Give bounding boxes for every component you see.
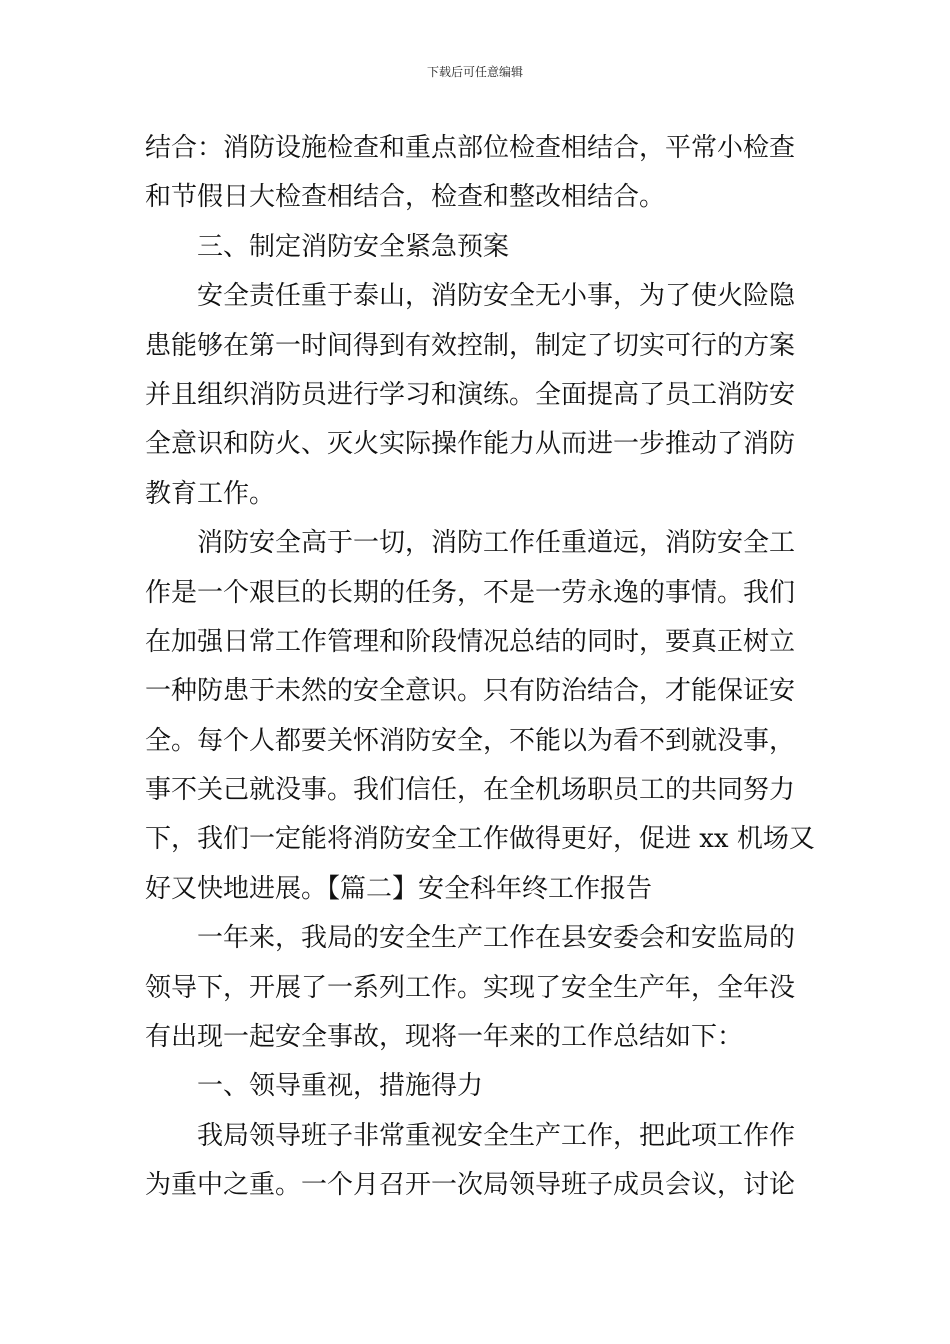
text-line: 全意识和防火、灭火实际操作能力从而进一步推动了消防 — [145, 429, 796, 460]
text-line: 和节假日大检查相结合，检查和整改相结合。 — [145, 182, 666, 213]
section-heading: 三、制定消防安全紧急预案 — [197, 231, 510, 262]
text-line: 好又快地进展。【篇二】安全科年终工作报告 — [145, 873, 653, 904]
text-line: 全。每个人都要关怀消防安全，不能以为看不到就没事， — [145, 725, 796, 756]
text-line: 教育工作。 — [145, 478, 276, 509]
text-line: 一年来，我局的安全生产工作在县安委会和安监局的 — [197, 923, 796, 954]
page-header: 下载后可任意编辑 — [426, 65, 523, 79]
text-line: 在加强日常工作管理和阶段情况总结的同时，要真正树立 — [145, 626, 796, 657]
text-line: 安全责任重于泰山，消防安全无小事，为了使火险隐 — [197, 281, 796, 312]
text-line: 有出现一起安全事故，现将一年来的工作总结如下： — [145, 1022, 744, 1053]
text-line: 患能够在第一时间得到有效控制，制定了切实可行的方案 — [145, 330, 796, 361]
text-line: 并且组织消防员进行学习和演练。全面提高了员工消防安 — [145, 379, 796, 410]
text-line: 我局领导班子非常重视安全生产工作，把此项工作作 — [197, 1120, 796, 1151]
text-line: 事不关己就没事。我们信任，在全机场职员工的共同努力 — [145, 775, 796, 806]
text-line: 领导下，开展了一系列工作。实现了安全生产年，全年没 — [145, 972, 796, 1003]
text-line: 消防安全高于一切，消防工作任重道远，消防安全工 — [197, 528, 796, 559]
text-line: 作是一个艰巨的长期的任务，不是一劳永逸的事情。我们 — [145, 577, 796, 608]
text-line: 为重中之重。一个月召开一次局领导班子成员会议，讨论 — [145, 1170, 796, 1201]
text-line: 结合：消防设施检查和重点部位检查相结合，平常小检查 — [145, 133, 796, 163]
document-body — [145, 124, 815, 1211]
section-heading: 一、领导重视，措施得力 — [197, 1071, 484, 1102]
text-line: 下，我们一定能将消防安全工作做得更好，促进 xx 机场又 — [145, 824, 815, 855]
text-line: 一种防患于未然的安全意识。只有防治结合，才能保证安 — [145, 676, 796, 707]
